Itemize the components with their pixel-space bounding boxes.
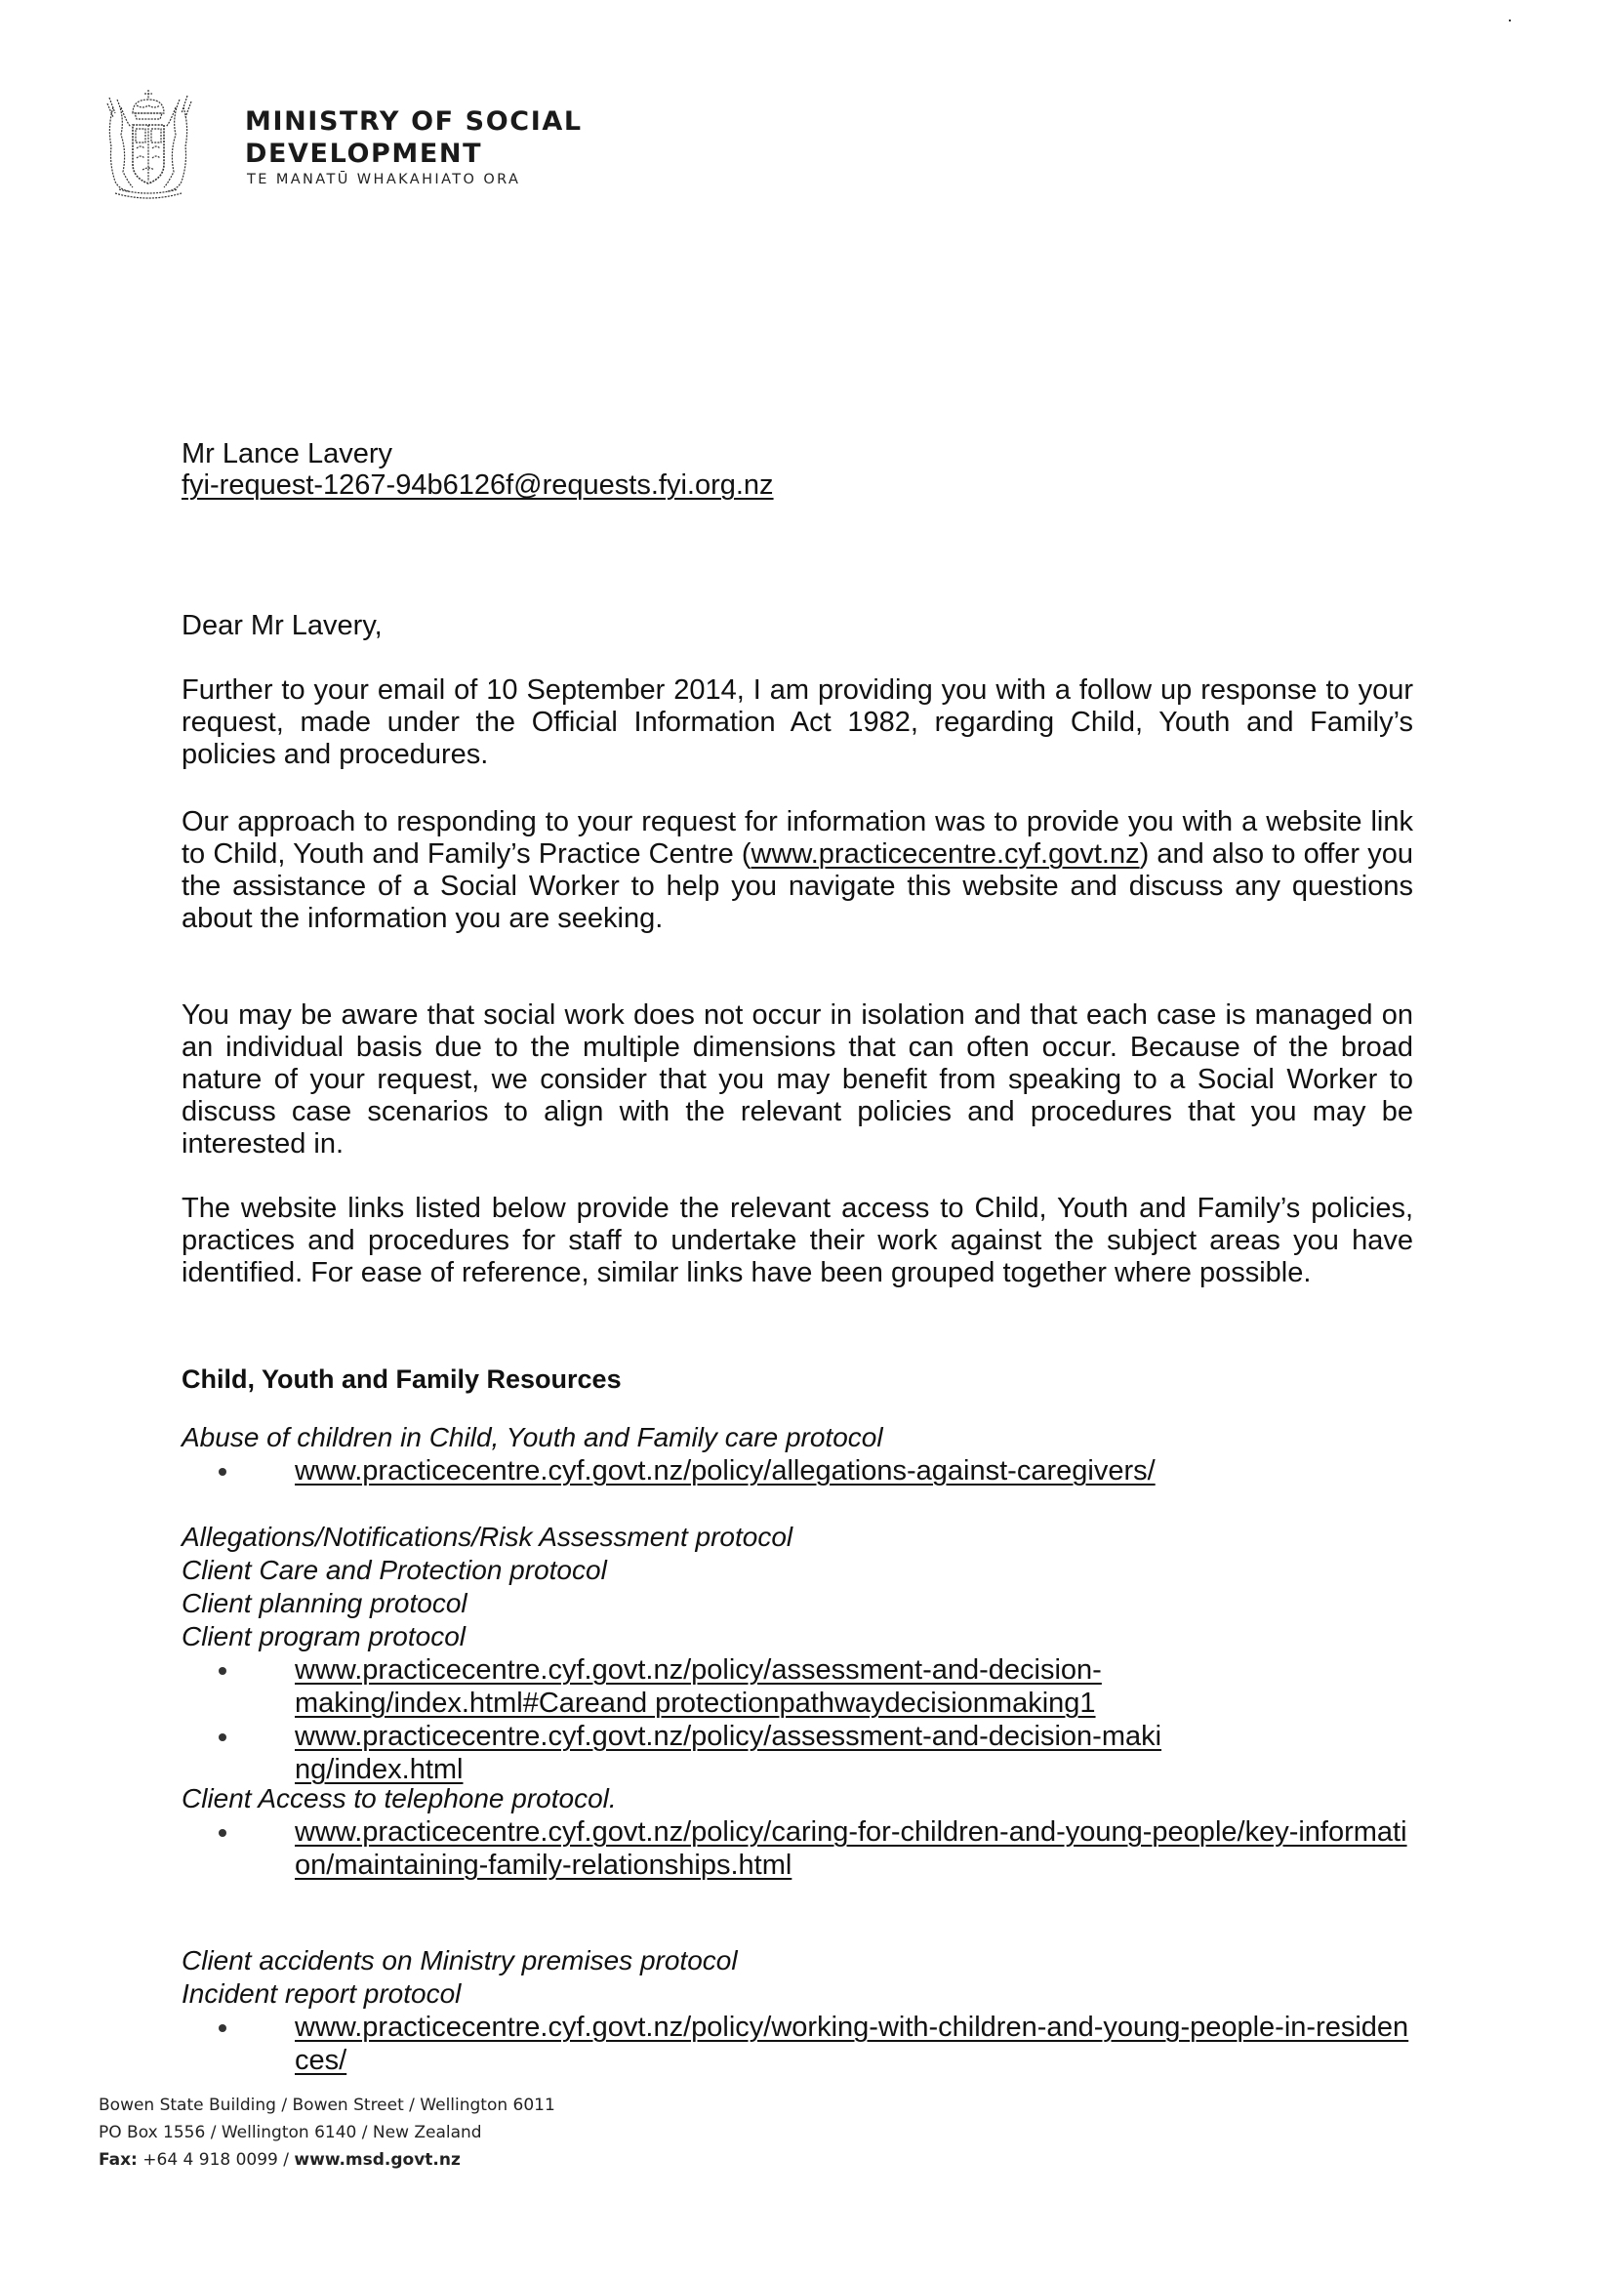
protocol-label: Client program protocol: [182, 1621, 467, 1651]
nz-coat-of-arms-icon: [103, 88, 193, 203]
recipient-email-link[interactable]: fyi-request-1267-94b6126f@requests.fyi.org.nz: [182, 469, 774, 501]
paragraph-4: The website links listed below provide the relevant access to Child, Youth and Family’s policies, practices and procedures for staff to undertake their work against the subject areas you have identified. For ease of reference, similar links have been grouped together where possible.: [182, 1193, 1413, 1288]
protocol-label: Client planning protocol: [182, 1588, 467, 1618]
footer-contact-line: [99, 2146, 555, 2174]
link-list-item: [182, 2011, 1413, 2077]
practice-centre-link[interactable]: www.practicecentre.cyf.govt.nz: [751, 838, 1140, 870]
fax-label: Fax:: [99, 2150, 138, 2170]
section-heading: Child, Youth and Family Resources: [182, 1364, 622, 1394]
org-name: [245, 105, 583, 170]
bullet-icon: [219, 1829, 226, 1837]
protocol-label: Incident report protocol: [182, 1978, 462, 2009]
paragraph-2-text-b: ) and also to offer you the assistance of a Social Worker to help you navigate this website and discuss any questions about the information you are seeking.: [182, 838, 1413, 934]
bullet-icon: [219, 2024, 226, 2032]
resource-link[interactable]: www.practicecentre.cyf.govt.nz/policy/allegations-against-caregivers/: [295, 1455, 1156, 1486]
recipient-name: Mr Lance Lavery: [182, 438, 392, 469]
link-list: [182, 2011, 1413, 2077]
bullet-icon: [219, 1733, 226, 1741]
resource-group: [182, 1944, 1413, 2077]
link-list: [182, 1653, 1177, 1786]
link-list: [182, 1454, 1413, 1487]
paragraph-2-text-a: Our approach to responding to your request for information was to provide you with a website link to Child, Youth and Family’s Practice Centre (: [182, 806, 1413, 870]
recipient-address: [182, 438, 1413, 501]
link-list-item: [182, 1653, 1154, 1720]
resource-link[interactable]: www.practicecentre.cyf.govt.nz/policy/working-with-children-and-young-people-in-residences/: [295, 2012, 1409, 2076]
salutation: Dear Mr Lavery,: [182, 610, 383, 641]
paragraph-3: You may be aware that social work does not occur in isolation and that each case is managed on an individual basis due to the multiple dimensions that can often occur. Because of the broad nature of your request, we consider that you may benefit from speaking to a Social Worker to discuss case scenarios to align with the relevant policies and procedures that you may be interested in.: [182, 999, 1413, 1160]
fax-number: +64 4 918 0099 /: [137, 2150, 295, 2170]
paragraph-2: [182, 806, 1413, 935]
link-list: [182, 1815, 1413, 1882]
letterhead-footer: [99, 2092, 555, 2174]
resource-group: [182, 1421, 1413, 1487]
resource-group: [182, 1521, 1413, 1786]
link-list-item: [182, 1815, 1413, 1882]
resource-link[interactable]: www.practicecentre.cyf.govt.nz/policy/caring-for-children-and-young-people/key-information/maintaining-family-relationships.html: [295, 1816, 1407, 1881]
org-name-line1: MINISTRY OF SOCIAL: [245, 106, 583, 137]
protocol-label: Allegations/Notifications/Risk Assessment protocol: [182, 1522, 793, 1552]
bullet-icon: [219, 1667, 226, 1675]
resource-link[interactable]: www.practicecentre.cyf.govt.nz/policy/assessment-and-decision-making/index.html: [295, 1721, 1162, 1785]
protocol-label: Client Care and Protection protocol: [182, 1555, 607, 1585]
paragraph-1: Further to your email of 10 September 2014, I am providing you with a follow up response to your request, made under the Official Information Act 1982, regarding Child, Youth and Family’s policies and procedures.: [182, 674, 1413, 770]
link-list-item: [182, 1720, 1177, 1786]
protocol-label: Client Access to telephone protocol.: [182, 1783, 617, 1813]
org-name-maori: TE MANATŪ WHAKAHIATO ORA: [247, 172, 521, 187]
bullet-icon: [219, 1468, 226, 1476]
link-list-item: [182, 1454, 1413, 1487]
footer-address-line1: Bowen State Building / Bowen Street / Wellington 6011: [99, 2096, 555, 2115]
protocol-label: Abuse of children in Child, Youth and Family care protocol: [182, 1422, 883, 1452]
scan-speck: [1509, 20, 1511, 21]
footer-address-line2: PO Box 1556 / Wellington 6140 / New Zealand: [99, 2123, 482, 2142]
footer-website-link[interactable]: www.msd.govt.nz: [294, 2150, 461, 2170]
protocol-label: Client accidents on Ministry premises protocol: [182, 1945, 738, 1975]
resource-group: [182, 1782, 1413, 1882]
resource-link[interactable]: www.practicecentre.cyf.govt.nz/policy/assessment-and-decision-making/index.html#Careand protectionpathwaydecisionmaking1: [295, 1654, 1102, 1719]
org-name-line2: DEVELOPMENT: [245, 139, 483, 169]
